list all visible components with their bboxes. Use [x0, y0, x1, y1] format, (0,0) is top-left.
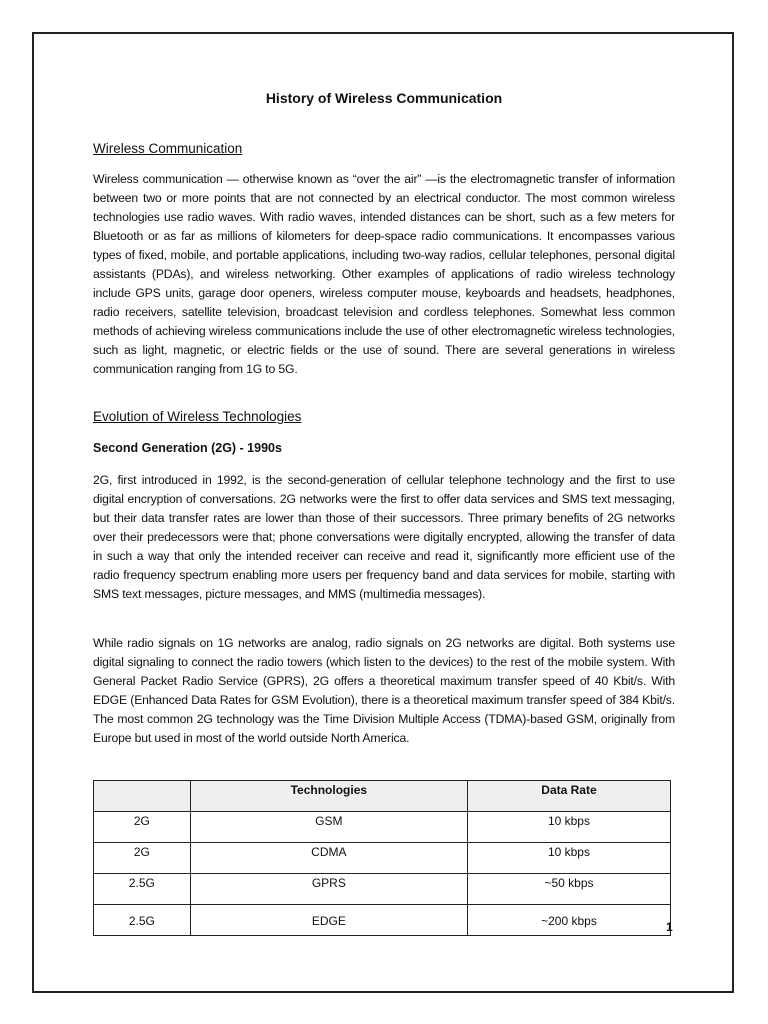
table-cell: ~50 kbps — [467, 874, 670, 905]
subheading-2g: Second Generation (2G) - 1990s — [93, 441, 282, 455]
paragraph-2g-intro: 2G, first introduced in 1992, is the second-generation of cellular telephone technology and the first to use digital encryption of conversations. 2G networks were the first to offer data services and SMS text messaging, but their data transfer rates are lower than those of their successors. Three primary benefits of 2G networks over their predecessors were that; phone conversations were digitally encrypted, allowing the transfer of data in such a way that only the intended receiver can receive and read it, significantly more efficient use of the radio frequency spectrum enabling more users per frequency band and data services for mobile, starting with SMS text messages, picture messages, and MMS (multimedia messages). — [93, 473, 675, 601]
table-cell: 10 kbps — [467, 843, 670, 874]
table-cell: 2.5G — [94, 905, 191, 936]
table-cell: 10 kbps — [467, 812, 670, 843]
paragraph-intro: Wireless communication — otherwise known as “over the air” —is the electromagnetic transfer of information between two or more points that are not connected by an electrical conductor. The most common wireless technologies use radio waves. With radio waves, intended distances can be short, such as a few meters for Bluetooth or as far as millions of kilometers for deep-space radio communications. It encompasses various types of fixed, mobile, and portable applications, including two-way radios, cellular telephones, personal digital assistants (PDAs), and wireless networking. Other examples of applications of radio wireless technology include GPS units, garage door openers, wireless computer mouse, keyboards and headsets, headphones, radio receivers, satellite television, broadcast television and cordless telephones. Somewhat less common methods of achieving wireless communications include the use of other electromagnetic wireless technologies, such as light, magnetic, or electric fields or the use of sound. There are several generations in wireless communication ranging from 1G to 5G. — [93, 172, 675, 376]
table-row — [94, 905, 671, 936]
paragraph-2g-signals: While radio signals on 1G networks are analog, radio signals on 2G networks are digital. Both systems use digital signaling to connect the radio towers (which listen to the devices) to the rest of the mobile system. With General Packet Radio Service (GPRS), 2G offers a theoretical maximum transfer speed of 40 Kbit/s. With EDGE (Enhanced Data Rates for GSM Evolution), there is a theoretical maximum transfer speed of 384 Kbit/s. The most common 2G technology was the Time Division Multiple Access (TDMA)-based GSM, originally from Europe but used in most of the world outside North America. — [93, 636, 675, 745]
table-cell: GSM — [190, 812, 467, 843]
page-number: 1 — [666, 920, 673, 934]
table-cell: ~200 kbps — [467, 905, 670, 936]
table-row — [94, 812, 671, 843]
table-cell: 2G — [94, 843, 191, 874]
table-header-cell: Data Rate — [467, 781, 670, 812]
document-title: History of Wireless Communication — [265, 90, 503, 106]
table-header-cell — [94, 781, 191, 812]
table-header-row — [94, 781, 671, 812]
technology-table — [93, 780, 671, 936]
table-row — [94, 874, 671, 905]
section-heading-wireless-communication: Wireless Communication — [93, 141, 243, 156]
table-cell: 2G — [94, 812, 191, 843]
table-cell: CDMA — [190, 843, 467, 874]
table-row — [94, 843, 671, 874]
section-heading-evolution: Evolution of Wireless Technologies — [93, 409, 302, 424]
table-cell: GPRS — [190, 874, 467, 905]
table-cell: EDGE — [190, 905, 467, 936]
table-header-cell: Technologies — [190, 781, 467, 812]
table-cell: 2.5G — [94, 874, 191, 905]
